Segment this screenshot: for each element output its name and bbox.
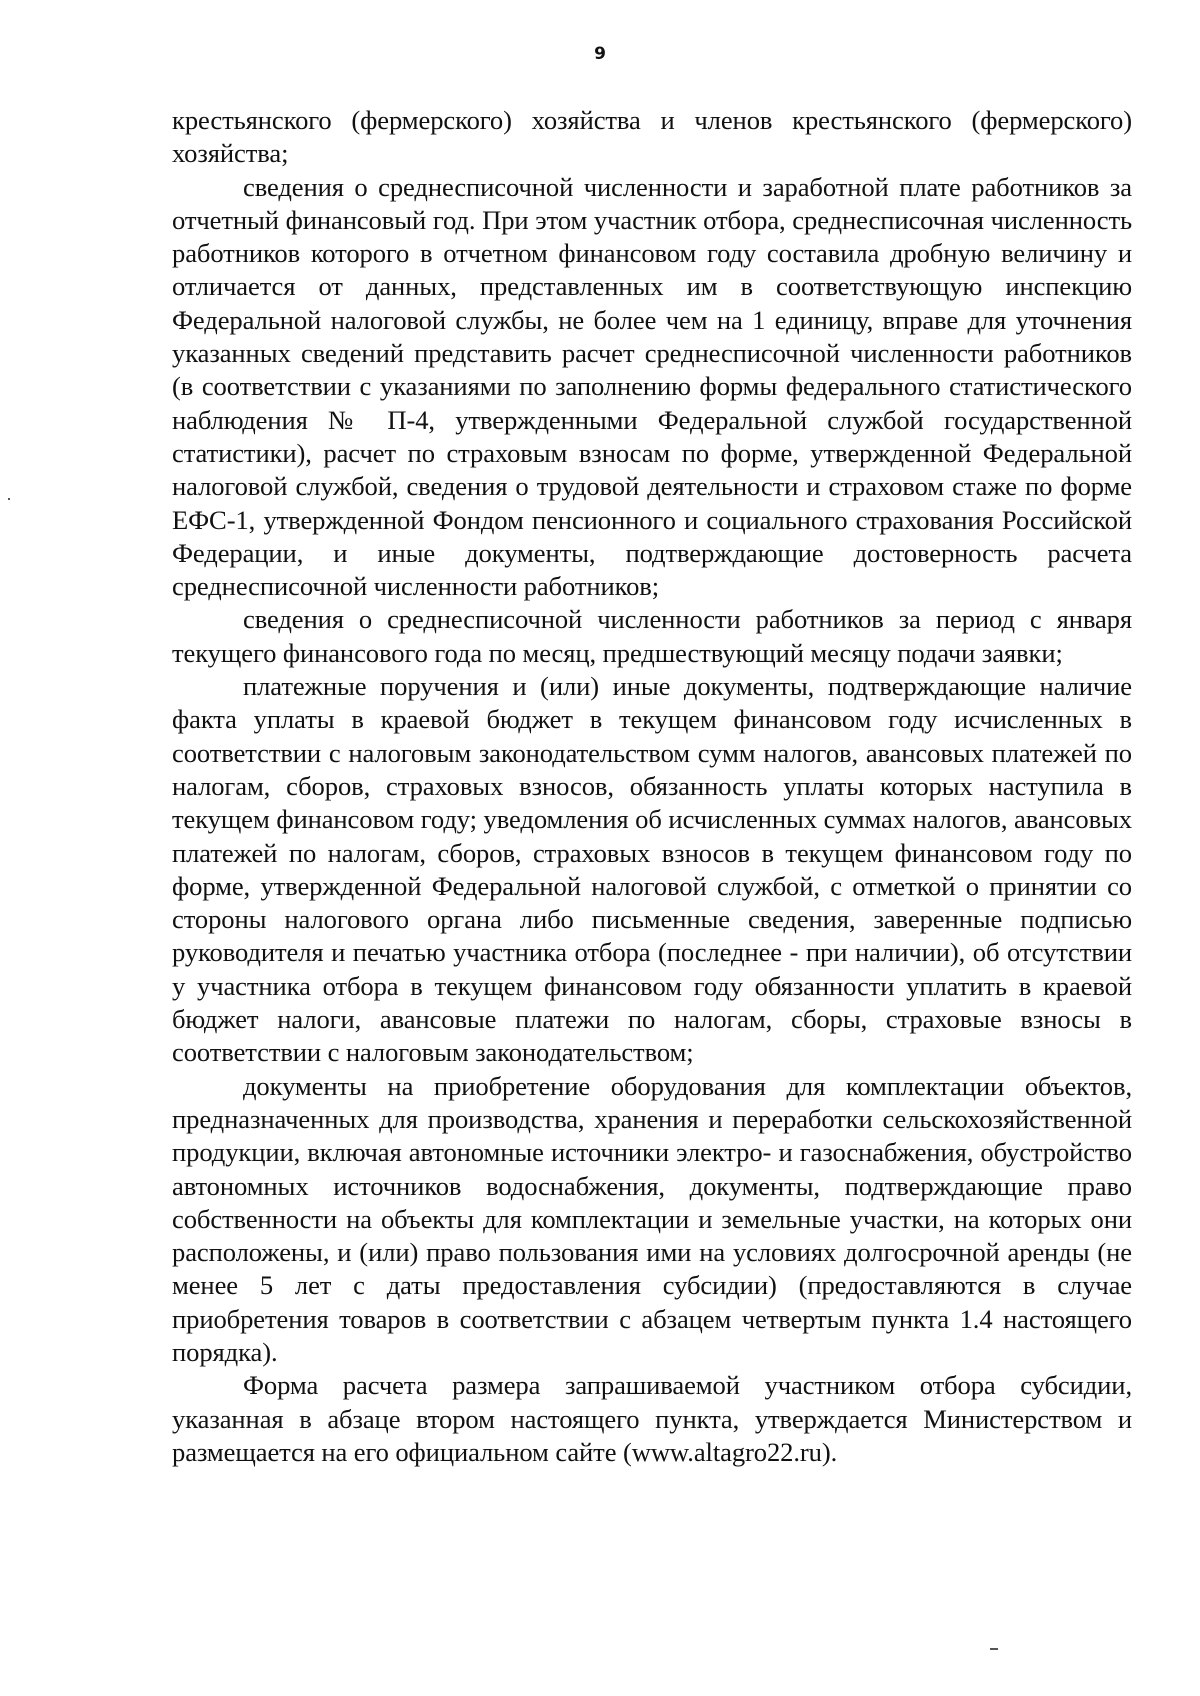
document-body xyxy=(172,104,1132,1469)
scan-speck xyxy=(8,498,10,500)
paragraph: платежные поручения и (или) иные документы, подтверждающие наличие факта уплаты в краевой бюджет в текущем финансовом году исчисленных в соответствии с налоговым законодательством сумм налогов, авансовых платежей по налогам, сборов, страховых взносов, обязанность уплаты которых наступила в текущем финансовом году; уведомления об исчисленных суммах налогов, авансовых платежей по налогам, сборов, страховых взносов в текущем финансовом году по форме, утвержденной Федеральной налоговой службой, с отметкой о принятии со стороны налогового органа либо письменные сведения, заверенные подписью руководителя и печатью участника отбора (последнее - при наличии), об отсутствии у участника отбора в текущем финансовом году обязанности уплатить в краевой бюджет налоги, авансовые платежи по налогам, сборы, страховые взносы в соответствии с налоговым законодательством; xyxy=(172,671,1132,1068)
paragraph: сведения о среднесписочной численности и заработной плате работников за отчетный финансовый год. При этом участник отбора, среднесписочная численность работников которого в отчетном финансовом году составила дробную величину и отличается от данных, представленных им в соответствующую инспекцию Федеральной налоговой службы, не более чем на 1 единицу, вправе для уточнения указанных сведений представить расчет среднесписочной численности работников (в соответствии с указаниями по заполнению формы федерального статистического наблюдения № П-4, утвержденными Федеральной службой государственной статистики), расчет по страховым взносам по форме, утвержденной Федеральной налоговой службой, сведения о трудовой деятельности и страховом стаже по форме ЕФС-1, утвержденной Фондом пенсионного и социального страхования Российской Федерации, и иные документы, подтверждающие достоверность расчета среднесписочной численности работников; xyxy=(172,171,1132,602)
paragraph: документы на приобретение оборудования для комплектации объектов, предназначенных для производства, хранения и переработки сельскохозяйственной продукции, включая автономные источники электро- и газоснабжения, обустройство автономных источников водоснабжения, документы, подтверждающие право собственности на объекты для комплектации и земельные участки, на которых они расположены, и (или) право пользования ими на условиях долгосрочной аренды (не менее 5 лет с даты предоставления субсидии) (предоставляются в случае приобретения товаров в соответствии с абзацем четвертым пункта 1.4 настоящего порядка). xyxy=(172,1070,1132,1367)
paragraph: сведения о среднесписочной численности работников за период с января текущего финансового года по месяц, предшествующий месяцу подачи заявки; xyxy=(172,604,1132,668)
page-number: 9 xyxy=(594,44,606,64)
paragraph: крестьянского (фермерского) хозяйства и членов крестьянского (фермерского) хозяйства; xyxy=(172,105,1132,169)
scan-speck xyxy=(990,1648,998,1650)
paragraph: Форма расчета размера запрашиваемой участником отбора субсидии, указанная в абзаце втором настоящего пункта, утверждается Министерством и размещается на его официальном сайте (www.altagro22.ru). xyxy=(172,1370,1132,1467)
